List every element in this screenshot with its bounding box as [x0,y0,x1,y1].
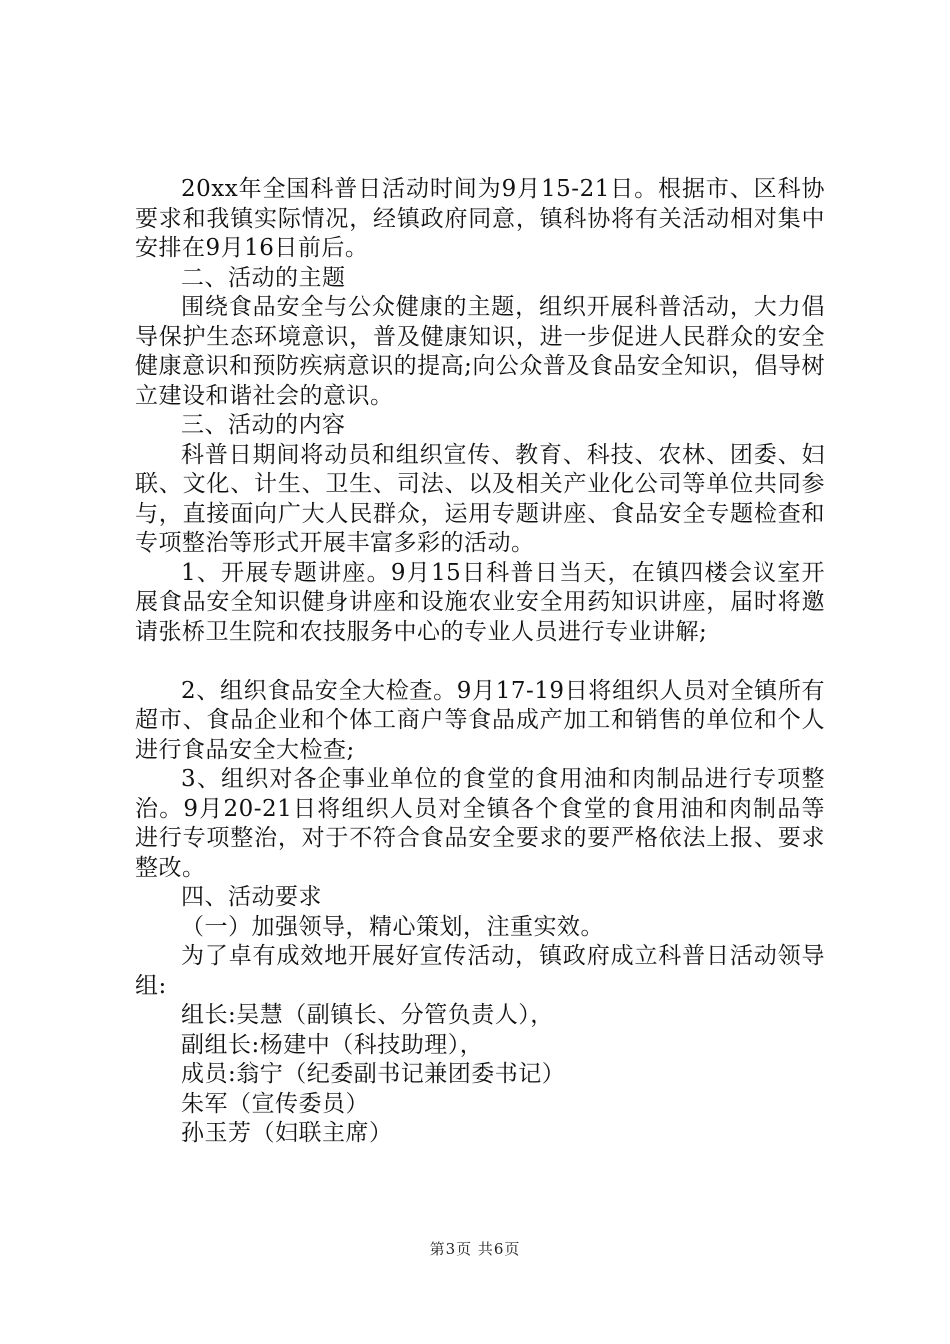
item-rectification-paragraph: 3、组织对各企事业单位的食堂的食用油和肉制品进行专项整治。9月20-21日将组织人员对全镇各个食堂的食用油和肉制品等进行专项整治，对于不符合食品安全要求的要严格依法上报、要求整改。 [135,766,825,881]
blank-line [135,647,825,677]
document-body [135,175,825,1149]
item-lecture-paragraph: 1、开展专题讲座。9月15日科普日当天，在镇四楼会议室开展食品安全知识健身讲座和设施农业安全用药知识讲座，届时将邀请张桥卫生院和农技服务中心的专业人员进行专业讲解; [135,559,825,645]
member-line: 孙玉芳（妇联主席） [181,1120,393,1146]
item-inspection-paragraph: 2、组织食品安全大检查。9月17-19日将组织人员对全镇所有超市、食品企业和个体工商户等食品成产加工和销售的单位和个人进行食品安全大检查; [135,677,825,763]
section-heading-theme: 二、活动的主题 [181,264,346,291]
group-leader-line: 组长:吴慧（副镇长、分管负责人）， [181,1002,554,1028]
intro-paragraph: 20xx年全国科普日活动时间为9月15-21日。根据市、区科协要求和我镇实际情况，经镇政府同意，镇科协将有关活动相对集中安排在9月16日前后。 [135,176,825,261]
member-line: 成员:翁宁（纪委副书记兼团委书记） [181,1061,566,1087]
member-line: 朱军（宣传委员） [181,1090,369,1117]
leadership-paragraph: 为了卓有成效地开展好宣传活动，镇政府成立科普日活动领导组: [135,943,825,999]
subsection-heading-leadership: （一）加强领导，精心策划，注重实效。 [181,913,604,940]
theme-paragraph: 围绕食品安全与公众健康的主题，组织开展科普活动，大力倡导保护生态环境意识，普及健康知识，进一步促进人民群众的安全健康意识和预防疾病意识的提高;向公众普及食品安全知识，倡导树立建设和谐社会的意识。 [135,294,825,409]
page-number-footer: 第3页 共6页 [429,1240,521,1258]
section-heading-requirements: 四、活动要求 [181,884,322,910]
content-paragraph: 科普日期间将动员和组织宣传、教育、科技、农林、团委、妇联、文化、计生、卫生、司法、以及相关产业化公司等单位共同参与，直接面向广大人民群众，运用专题讲座、食品安全专题检查和专项整治等形式开展丰富多彩的活动。 [135,441,825,556]
deputy-leader-line: 副组长:杨建中（科技助理）， [181,1031,484,1058]
section-heading-content: 三、活动的内容 [181,412,346,438]
